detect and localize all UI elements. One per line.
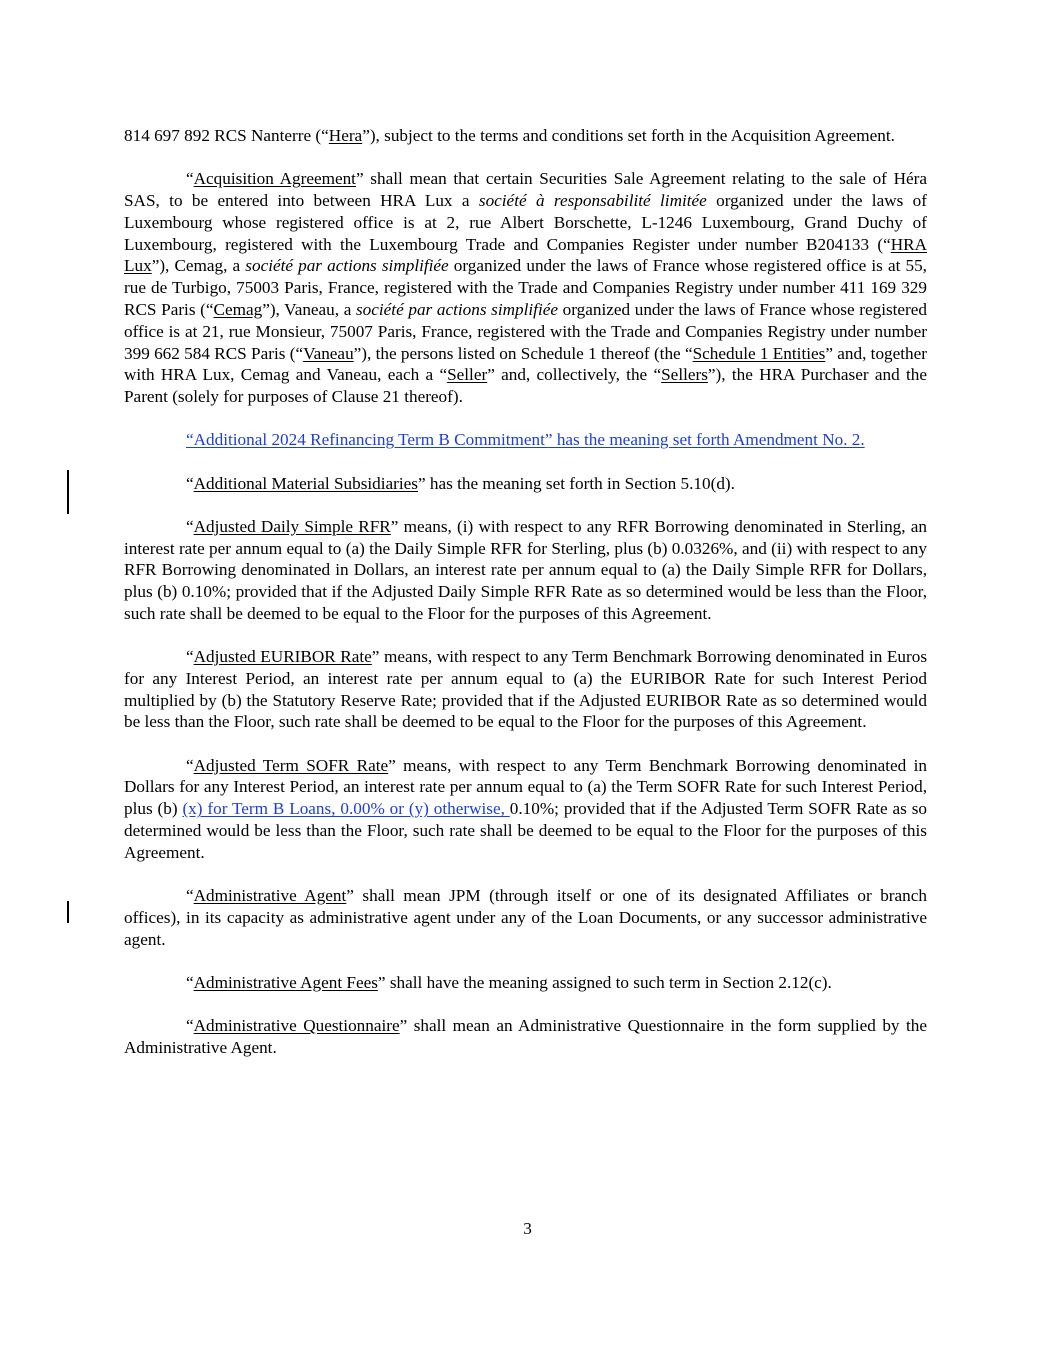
text: ”), the persons listed on Schedule 1 thereof (the “ [353,343,693,363]
defined-term: Administrative Agent [193,886,347,906]
defined-term: Sellers [661,365,708,385]
text: ” and, together with HRA Lux, Cemag and Vaneau, each a “ [124,343,927,385]
text: ”), Vaneau, a [262,299,356,319]
text: ” shall have the meaning assigned to such term in Section 2.12(c). [377,972,832,992]
definition-adjusted-daily-simple-rfr [124,516,927,625]
text: “ [186,755,194,775]
text: ” means, with respect to any Term Benchmark Borrowing denominated in Dollars for any Interest Period, an interest rate per annum equal to (a) the Term SOFR Rate for such Interest Period, plus (b) [124,755,927,819]
defined-term: Administrative Agent Fees [193,972,378,992]
text: 0.10%; provided that if the Adjusted Term SOFR Rate as so determined would be less than the Floor, such rate shall be deemed to be equal to the Floor for the purposes of this Agreement. [124,799,927,862]
text: ” has the meaning set forth in Section 5.10(d). [418,473,735,493]
text: 814 697 892 RCS Nanterre (“ [124,126,329,145]
definition-administrative-agent-fees [124,972,927,994]
definition-administrative-agent [124,885,927,950]
text: ” shall mean JPM (through itself or one of its designated Affiliates or branch offices), in its capacity as administrative agent under any of the Loan Documents, or any successor administrative agent. [124,886,927,949]
text: “ [186,473,194,493]
page-number: 3 [523,1219,532,1238]
paragraph-hera-continuation [124,125,927,147]
defined-term: Adjusted EURIBOR Rate [193,647,372,667]
document-page [124,125,927,1080]
text: organized under the laws of France whose registered office is at 55, rue de Turbigo, 75003 Paris, France, registered with the Trade and Companies Registry under number 411 169 329 RCS Paris (“ [124,256,927,319]
definition-additional-material-subsidiaries [124,473,927,495]
text: ” shall mean that certain Securities Sale Agreement relating to the sale of Héra SAS, to be entered into between HRA Lux a [124,169,927,210]
text: ”), Cemag, a [151,256,246,276]
defined-term: Schedule 1 Entities [692,343,826,363]
definition-additional-2024-refinancing [124,429,927,451]
definition-acquisition-agreement [124,168,927,408]
text: ” and, collectively, the “ [487,365,662,385]
inserted-text: (x) for Term B Loans, 0.00% or (y) otherwise, [182,799,510,819]
italic-text: société par actions simplifiée [355,299,558,319]
text: organized under the laws of France whose registered office is at 21, rue Monsieur, 75007 Paris, France, registered with the Trade and Companies Registry under number 399 662 584 RCS Paris (“ [124,299,928,363]
text: ” shall mean an Administrative Questionnaire in the form supplied by the Administrative Agent. [124,1016,927,1057]
change-bar [67,470,69,514]
defined-term: Vaneau [303,343,354,363]
text: ”), the HRA Purchaser and the Parent (solely for purposes of Clause 21 thereof). [124,365,927,407]
defined-term: Administrative Questionnaire [193,1016,400,1036]
definition-administrative-questionnaire [124,1015,927,1059]
defined-term: Cemag [213,299,263,319]
text: “ [186,169,194,189]
change-bar [67,901,69,923]
defined-term: Hera [328,126,363,145]
text: ” means, (i) with respect to any RFR Borrowing denominated in Sterling, an interest rate per annum equal to (a) the Daily Simple RFR for Sterling, plus (b) 0.0326%, and (ii) with respect to any RFR Borrowing denominated in Dollars, an interest rate per annum equal to (a) the Daily Simple RFR for Dollars, plus (b) 0.10%; provided that if the Adjusted Daily Simple RFR Rate as so determined would be less than the Floor, such rate shall be deemed to be equal to the Floor for the purposes of this Agreement. [124,516,928,623]
defined-term: HRA Lux [124,234,927,276]
italic-text: société par actions simplifiée [245,256,449,276]
defined-term: Adjusted Daily Simple RFR [193,516,391,536]
italic-text: société à responsabilité limitée [478,190,707,210]
text: ”), subject to the terms and conditions set forth in the Acquisition Agreement. [362,126,895,145]
defined-term: Seller [447,365,488,385]
defined-term: Adjusted Term SOFR Rate [193,755,389,775]
defined-term: Acquisition Agreement [193,169,356,189]
inserted-text: “Additional 2024 Refinancing Term B Commitment” has the meaning set forth Amendment No. 2. [186,430,865,450]
definition-adjusted-term-sofr-rate [124,755,927,864]
text: “ [186,516,194,536]
definition-adjusted-euribor-rate [124,646,927,733]
text: organized under the laws of Luxembourg whose registered office is at 2, rue Albert Borschette, L-1246 Luxembourg, Grand Duchy of Luxembourg, registered with the Luxembourg Trade and Companies Register under number B204133 (“ [124,190,927,254]
defined-term: Additional Material Subsidiaries [193,473,418,493]
text: ” means, with respect to any Term Benchmark Borrowing denominated in Euros for any Interest Period, an interest rate per annum equal to (a) the EURIBOR Rate for such Interest Period multiplied by (b) the Statutory Reserve Rate; provided that if the Adjusted EURIBOR Rate as so determined would be less than the Floor, such rate shall be deemed to be equal to the Floor for the purposes of this Agreement. [124,647,928,732]
text: “ [186,1016,194,1036]
text: “ [186,972,194,992]
text: “ [186,886,194,906]
text: “ [186,647,194,667]
